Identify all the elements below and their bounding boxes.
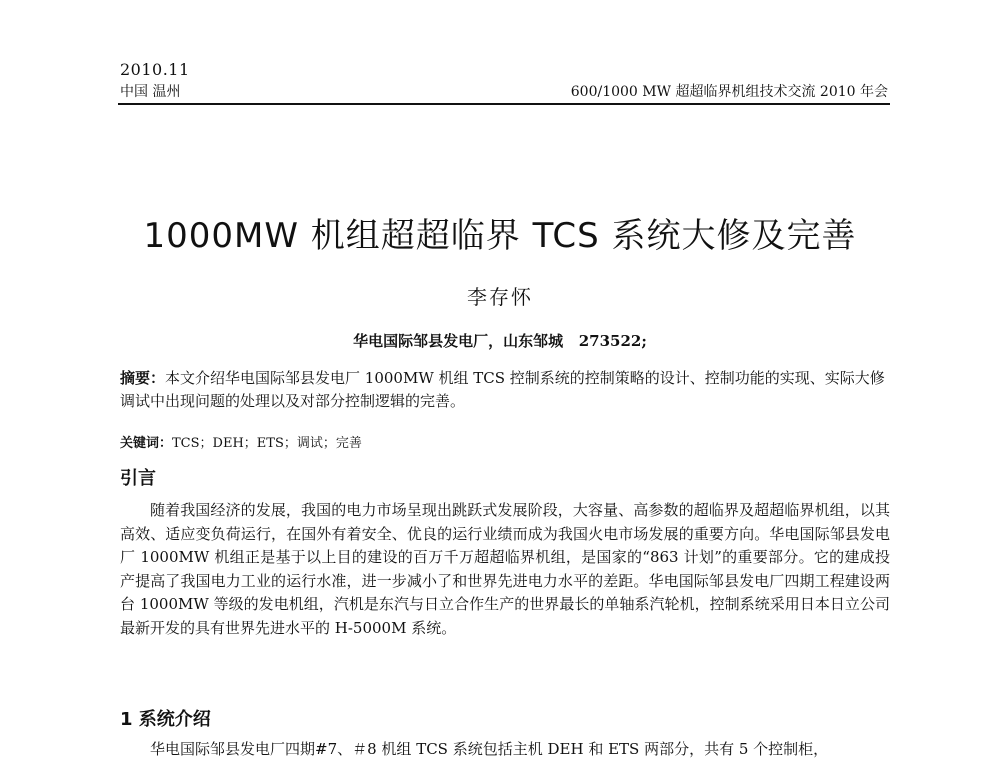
header-date: 2010.11 (120, 60, 190, 79)
abstract (120, 367, 890, 413)
keywords (120, 432, 890, 451)
paper-affiliation: 华电国际邹县发电厂，山东邹城 273522; (353, 332, 647, 350)
abstract-label: 摘要： (120, 369, 166, 387)
abstract-text: 本文介绍华电国际邹县发电厂 1000MW 机组 TCS 控制系统的控制策略的设计、控制功能的实现、实际大修调试中出现问题的处理以及对部分控制逻辑的完善。 (120, 369, 885, 410)
section-heading-system-intro: 1 系统介绍 (120, 709, 211, 730)
header-rule (118, 103, 890, 105)
section-paragraph-introduction: 随着我国经济的发展，我国的电力市场呈现出跳跃式发展阶段，大容量、高参数的超临界及超超临界机组，以其高效、适应变负荷运行，在国外有着安全、优良的运行业绩而成为我国火电市场发展的重要方向。华电国际邹县发电厂 1000MW 机组正是基于以上目的建设的百万千万超超临界机组，是国家的“863 计划”的重要部分。它的建成投产提高了我国电力工业的运行水准，进一步减小了和世界先进电力水平的差距。华电国际邹县发电厂四期工程建设两台 1000MW 等级的发电机组，汽机是东汽与日立合作生产的世界最长的单轴系汽轮机，控制系统采用日本日立公司最新开发的具有世界先进水平的 H-5000M 系统。 (120, 501, 890, 637)
paper-author: 李存怀 (467, 285, 533, 309)
keywords-text: TCS；DEH；ETS；调试；完善 (172, 436, 362, 451)
paper-title: 1000MW 机组超超临界 TCS 系统大修及完善 (143, 216, 857, 256)
section-paragraph-system-intro: 华电国际邹县发电厂四期#7、＃8 机组 TCS 系统包括主机 DEH 和 ETS 两部分，共有 5 个控制柜， (150, 740, 829, 758)
header-location: 中国 温州 (120, 84, 181, 100)
keywords-label: 关键词： (120, 436, 173, 451)
header-conference: 600/1000 MW 超超临界机组技术交流 2010 年会 (570, 84, 888, 100)
section-heading-introduction: 引言 (120, 468, 156, 489)
